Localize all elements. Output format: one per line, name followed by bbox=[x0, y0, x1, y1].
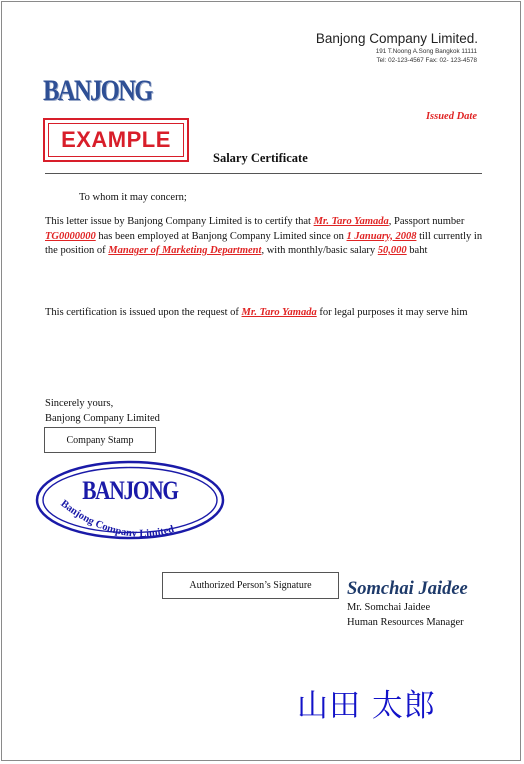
purpose-paragraph bbox=[45, 306, 475, 321]
seal-text: Banjong Company Limited bbox=[58, 498, 176, 540]
salary-field: 50,000 bbox=[377, 245, 407, 256]
start-date-field: 1 January, 2008 bbox=[346, 230, 417, 242]
body-text: for legal purposes it may serve him bbox=[316, 307, 468, 318]
company-seal bbox=[35, 460, 225, 540]
body-text: , with monthly/basic salary bbox=[261, 245, 378, 256]
position-field: Manager of Marketing Department bbox=[108, 245, 262, 256]
signer-block bbox=[347, 601, 464, 630]
document-page bbox=[1, 1, 521, 761]
signature-box: Authorized Person’s Signature bbox=[162, 572, 339, 599]
salutation: To whom it may concern; bbox=[79, 192, 187, 203]
document-title: Salary Certificate bbox=[213, 151, 308, 165]
handwritten-signature bbox=[345, 573, 475, 603]
issued-date-label: Issued Date bbox=[425, 111, 477, 122]
closing-line: Sincerely yours, bbox=[45, 398, 114, 409]
closing-block bbox=[45, 397, 160, 426]
closing-company: Banjong Company Limited bbox=[45, 412, 160, 424]
body-text: This certification is issued upon the request of bbox=[45, 307, 242, 318]
body-text: baht bbox=[406, 245, 428, 256]
example-watermark bbox=[43, 118, 189, 162]
signer-title: Human Resources Manager bbox=[347, 616, 464, 628]
passport-number-field: TG0000000 bbox=[45, 230, 96, 242]
body-text: till currently in the position of bbox=[45, 230, 483, 256]
signer-name: Mr. Somchai Jaidee bbox=[347, 602, 431, 613]
company-address-block bbox=[2, 47, 477, 65]
certification-paragraph bbox=[45, 215, 485, 259]
seal-logo: BANJONG bbox=[82, 477, 178, 506]
company-stamp-box: Company Stamp bbox=[44, 427, 156, 453]
company-name: Banjong Company Limited. bbox=[315, 31, 478, 46]
signature-script: Somchai Jaidee bbox=[347, 579, 468, 599]
body-text: , Passport number bbox=[388, 216, 465, 227]
body-text: has been employed at Banjong Company Limited since on bbox=[95, 230, 347, 242]
requester-name-field: Mr. Taro Yamada bbox=[241, 307, 317, 318]
company-address: 191 T.Noong A.Song Bangkok 11111 bbox=[375, 48, 477, 55]
company-contact: Tel: 02-123-4567 Fax: 02- 123-4578 bbox=[376, 57, 477, 64]
employee-name-field: Mr. Taro Yamada bbox=[313, 216, 389, 227]
example-watermark-label: EXAMPLE bbox=[48, 123, 184, 157]
title-divider bbox=[45, 173, 482, 174]
japanese-name: 山田 太郎 bbox=[297, 688, 436, 724]
body-text: This letter issue by Banjong Company Limited is to certify that bbox=[45, 216, 314, 227]
company-logo: BANJONG bbox=[43, 74, 152, 107]
